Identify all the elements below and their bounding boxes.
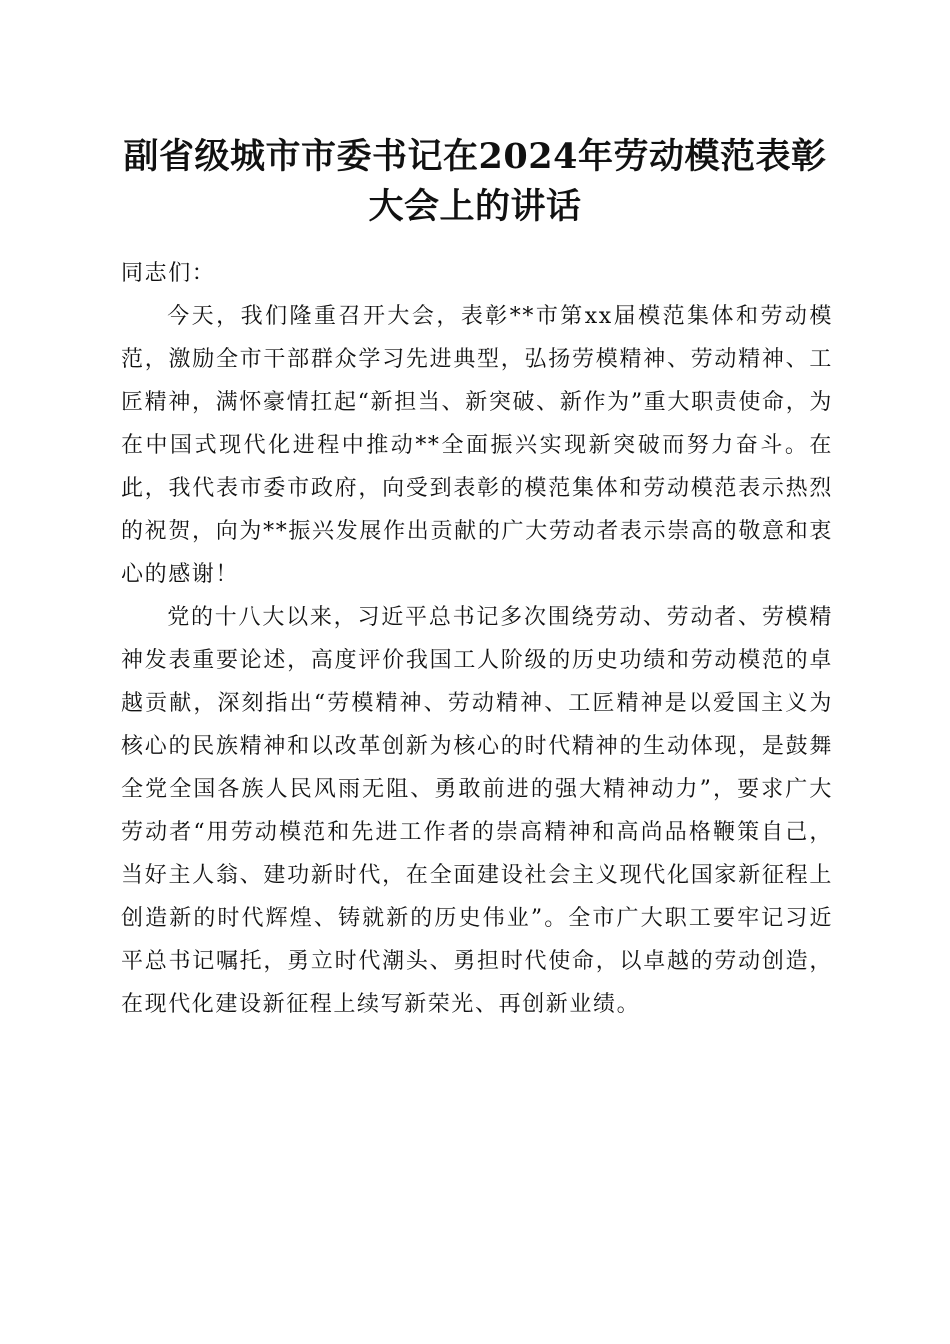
document-title: 副省级城市市委书记在2024年劳动模范表彰大会上的讲话: [123, 136, 827, 227]
paragraph-1: 今天，我们隆重召开大会，表彰**市第xx届模范集体和劳动模范，激励全市干部群众学习先进典型，弘扬劳模精神、劳动精神、工匠精神，满怀豪情扛起“新担当、新突破、新作为”重大职责使命，为在中国式现代化进程中推动**全面振兴实现新突破而努力奋斗。在此，我代表市委市政府，向受到表彰的模范集体和劳动模范表示热烈的祝贺，向为**振兴发展作出贡献的广大劳动者表示崇高的敬意和衷心的感谢！: [121, 304, 833, 587]
salutation: 同志们：: [121, 261, 216, 286]
paragraph-2: 党的十八大以来，习近平总书记多次围绕劳动、劳动者、劳模精神发表重要论述，高度评价我国工人阶级的历史功绩和劳动模范的卓越贡献，深刻指出“劳模精神、劳动精神、工匠精神是以爱国主义为核心的民族精神和以改革创新为核心的时代精神的生动体现，是鼓舞全党全国各族人民风雨无阻、勇敢前进的强大精神动力”，要求广大劳动者“用劳动模范和先进工作者的崇高精神和高尚品格鞭策自己，当好主人翁、建功新时代，在全面建设社会主义现代化国家新征程上创造新的时代辉煌、铸就新的历史伟业”。全市广大职工要牢记习近平总书记嘱托，勇立时代潮头、勇担时代使命，以卓越的劳动创造，在现代化建设新征程上续写新荣光、再创新业绩。: [121, 605, 833, 1017]
document-body: [121, 252, 833, 1026]
